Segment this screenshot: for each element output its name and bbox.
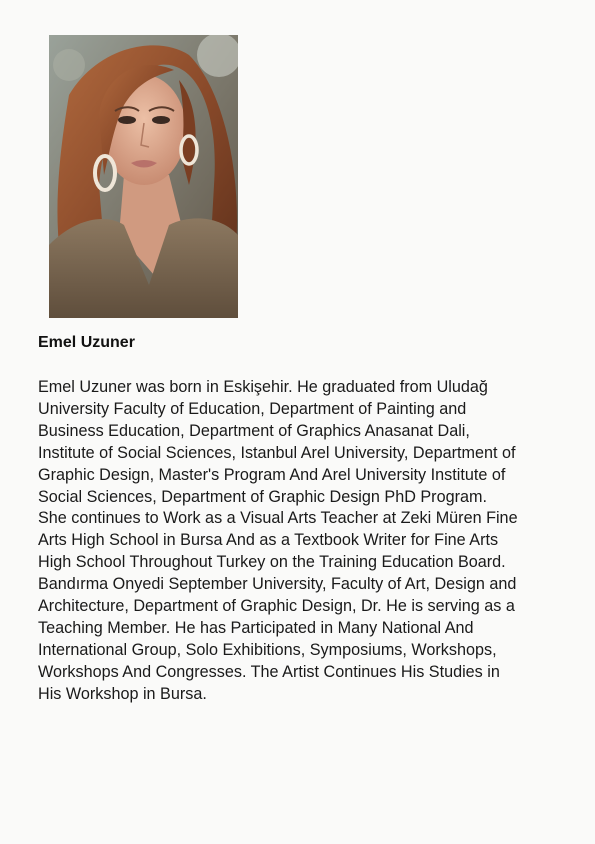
artist-biography: Emel Uzuner was born in Eskişehir. He graduated from Uludağ University Faculty of Education, Department of Painting and Business Education, Department of Graphics Anasanat Dali, Institute of Social Sciences, Istanbul Arel University, Department of Graphic Design, Master's Program And Arel University Institute of Social Sciences, Department of Graphic Design PhD Program. She continues to Work as a Visual Arts Teacher at Zeki Müren Fine Arts High School in Bursa And as a Textbook Writer for Fine Arts High School Throughout Turkey on the Training Education Board. Bandırma Onyedi September University, Faculty of Art, Design and Architecture, Department of Graphic Design, Dr. He is serving as a Teaching Member. He has Participated in Many National And International Group, Solo Exhibitions, Symposiums, Workshops, Workshops And Congresses. The Artist Continues His Studies in His Workshop in Bursa.	[38, 378, 518, 703]
portrait-illustration	[49, 35, 238, 318]
portrait-photo	[49, 35, 238, 318]
artist-name: Emel Uzuner	[38, 334, 135, 351]
